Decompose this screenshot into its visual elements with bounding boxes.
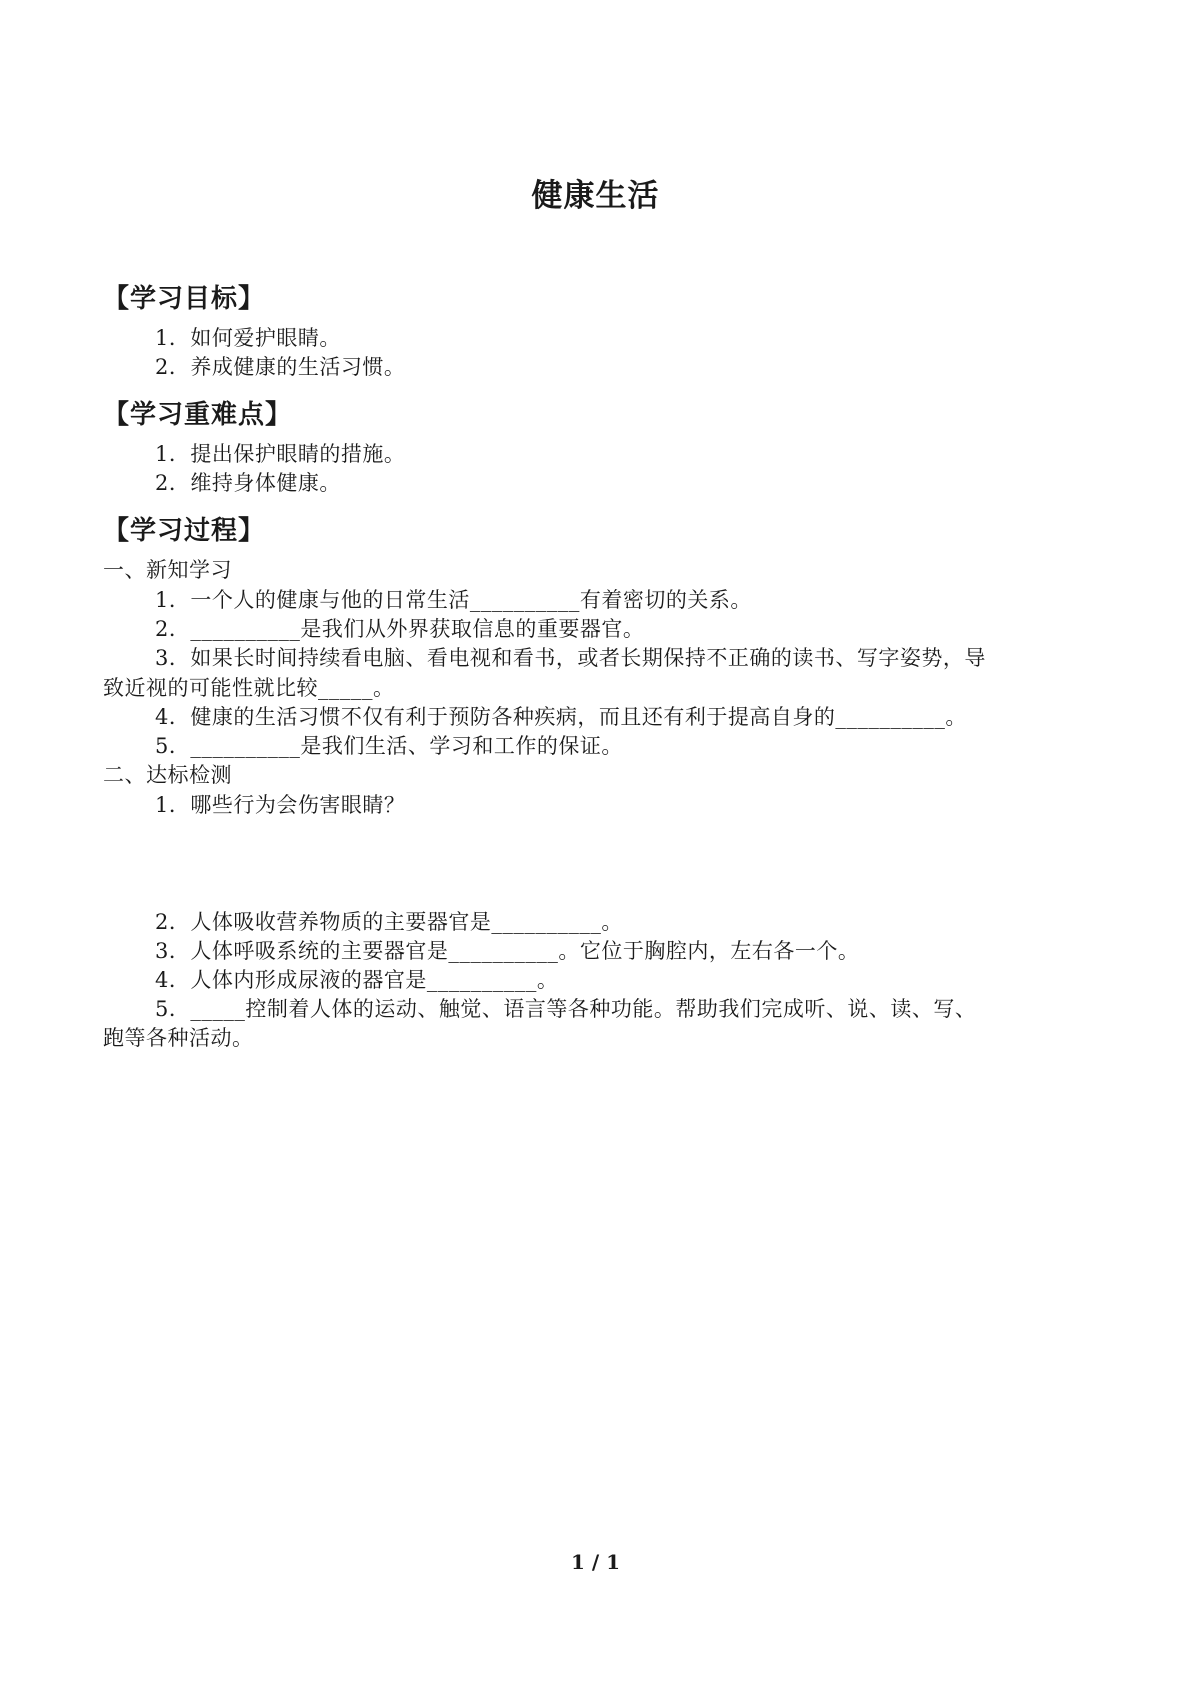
section-heading-goals: 【学习目标】 (103, 284, 266, 314)
question-line-continued: 跑等各种活动。 (103, 1026, 254, 1050)
page-title: 健康生活 (531, 178, 660, 214)
fill-in-line: 4．健康的生活习惯不仅有利于预防各种疾病，而且还有利于提高自身的__________。 (155, 705, 967, 729)
page-number: 1 / 1 (570, 1550, 621, 1574)
fill-in-line: 5．__________是我们生活、学习和工作的保证。 (155, 734, 623, 758)
fill-in-line: 2．__________是我们从外界获取信息的重要器官。 (155, 617, 645, 641)
goal-item: 2．养成健康的生活习惯。 (155, 355, 406, 379)
section-heading-process: 【学习过程】 (103, 516, 266, 546)
question-line: 1．哪些行为会伤害眼睛？ (155, 793, 406, 817)
fill-in-line-continued: 致近视的可能性就比较_____。 (103, 676, 395, 700)
question-line: 4．人体内形成尿液的器官是__________。 (155, 968, 559, 992)
question-line: 2．人体吸收营养物质的主要器官是__________。 (155, 910, 623, 934)
question-line: 3．人体呼吸系统的主要器官是__________。它位于胸腔内，左右各一个。 (155, 939, 860, 963)
goal-item: 1．如何爱护眼睛。 (155, 326, 341, 350)
key-point-item: 2．维持身体健康。 (155, 471, 341, 495)
subsection-heading-assessment: 二、达标检测 (103, 763, 232, 787)
question-line: 5．_____控制着人体的运动、触觉、语言等各种功能。帮助我们完成听、说、读、写、 (155, 997, 977, 1021)
fill-in-line: 1．一个人的健康与他的日常生活__________有着密切的关系。 (155, 588, 752, 612)
section-heading-key-points: 【学习重难点】 (103, 400, 293, 430)
subsection-heading-new-knowledge: 一、新知学习 (103, 558, 232, 582)
key-point-item: 1．提出保护眼睛的措施。 (155, 442, 406, 466)
fill-in-line: 3．如果长时间持续看电脑、看电视和看书，或者长期保持不正确的读书、写字姿势，导 (155, 646, 986, 670)
